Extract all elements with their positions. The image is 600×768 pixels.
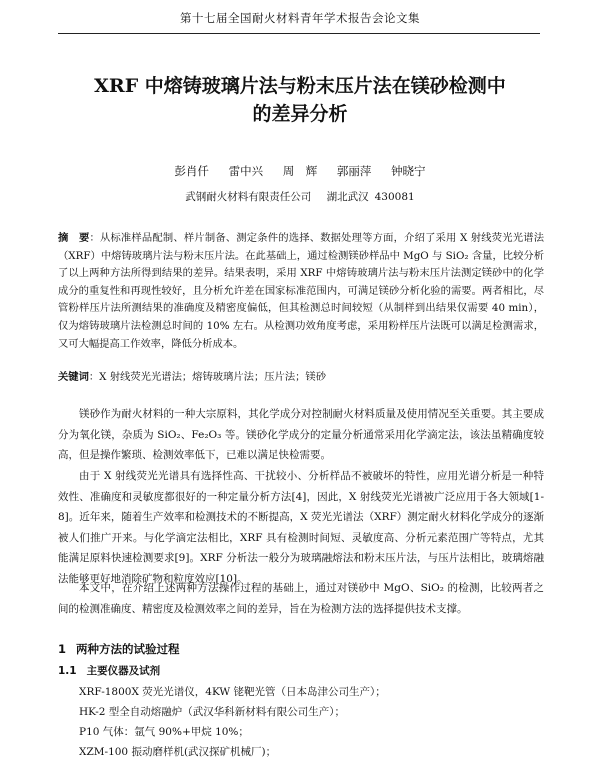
keywords-text: ：X 射线荧光光谱法；熔铸玻璃片法；压片法；镁砂 [88,371,327,383]
abstract-label: 摘 要 [58,232,90,244]
equipment-item: HK-2 型全自动熔融炉（武汉华科新材料有限公司生产）； [79,706,346,718]
equipment-item: XRF-1800X 荧光光谱仪，4KW 铑靶光管（日本岛津公司生产）； [79,686,386,698]
author: 雷中兴 [228,164,264,178]
running-header: 第十七届全国耐火材料青年学术报告会论文集 [180,11,420,25]
equipment-item: P10 气体：氩气 90%+甲烷 10%； [79,726,249,738]
affiliation-city: 湖北武汉 [326,191,369,203]
subsection-heading [58,663,160,678]
keywords-label: 关键词 [58,371,89,383]
title-line-1: XRF 中熔铸玻璃片法与粉末压片法在镁砂检测中 [94,75,506,97]
author: 彭肖仟 [174,164,209,178]
section-heading [58,641,180,657]
author-list [0,163,600,179]
abstract-text: ：从标准样品配制、样片制备、测定条件的选择、数据处理等方面，介绍了采用 X 射线荧光光谱法（XRF）中熔铸玻璃片法与粉末压片法。在此基础上，通过检测镁砂样品中 MgO 与 SiO₂ 含量，比较分析了以上两种方法所得到结果的差异。结果表明，采用 XRF 中熔铸玻璃片法与粉末压片法测定镁砂中的化学成分的重复性和再现性较好，且分析允许差在国家标准范围内，可满足镁砂分析化验的需要。两者相比，尽管粉样压片法所测结果的准确度及精密度偏低，但其检测总时间较短（从制样到出结果仅需要 40 min），仅为熔铸玻璃片法检测总时间的 10% 左右。从检测功效角度考虑，采用粉样压片法既可以满足检测需求，又可大幅提高工作效率，降低分析成本。 [58,232,545,350]
title-line-2: 的差异分析 [252,103,348,125]
section-number: 1 [58,642,67,656]
subsection-title: 主要仪器及试剂 [86,665,161,677]
author: 郭丽萍 [336,164,372,178]
header-rule [58,33,540,34]
equipment-item: XZM-100 振动磨样机(武汉探矿机械厂)； [79,746,277,758]
author: 周 辉 [282,164,318,178]
affiliation-org: 武钢耐火材料有限责任公司 [185,191,312,203]
affiliation-zip: 430081 [374,191,415,203]
affiliation [0,189,600,204]
subsection-number: 1.1 [58,665,77,677]
author: 钟晓宁 [391,164,426,178]
paper-title [40,72,560,128]
keywords [58,368,544,383]
intro-paragraph-3: 本文中，在介绍上述两种方法操作过程的基础上，通过对镁砂中 MgO、SiO₂ 的检测，比较两者之间的检测准确度、精密度及检测效率之间的差异，旨在为检测方法的选择提供技术支撑。 [58,582,544,615]
abstract [58,230,544,353]
intro-paragraph-2: 由于 X 射线荧光光谱具有选择性高、干扰较小、分析样品不被破坏的特性，应用光谱分析是一种特效性、准确度和灵敏度都很好的一种定量分析方法[4]，因此，X 射线荧光光谱被广泛应用于各大领域[1-8]。近年来，随着生产效率和检测技术的不断提高，X 荧光光谱法（XRF）测定耐火材料化学成分的逐渐被人们推广开来。与化学滴定法相比，XRF 具有检测时间短、灵敏度高、分析元素范围广等特点，尤其能满足原料快速检测要求[9]。XRF 分析法一般分为玻璃融熔法和粉末压片法，与压片法相比，玻璃熔融法能够更好地消除矿物和粒度效应[10]。 [58,470,544,585]
section-title: 两种方法的试验过程 [76,642,180,656]
intro-paragraph-1: 镁砂作为耐火材料的一种大宗原料，其化学成分对控制耐火材料质量及使用情况至关重要。其主要成分为氧化镁，杂质为 SiO₂、Fe₂O₃ 等。镁砂化学成分的定量分析通常采用化学滴定法，该法虽精确度较高，但是操作繁琐、检测效率低下，已难以满足快检需要。 [58,408,544,461]
